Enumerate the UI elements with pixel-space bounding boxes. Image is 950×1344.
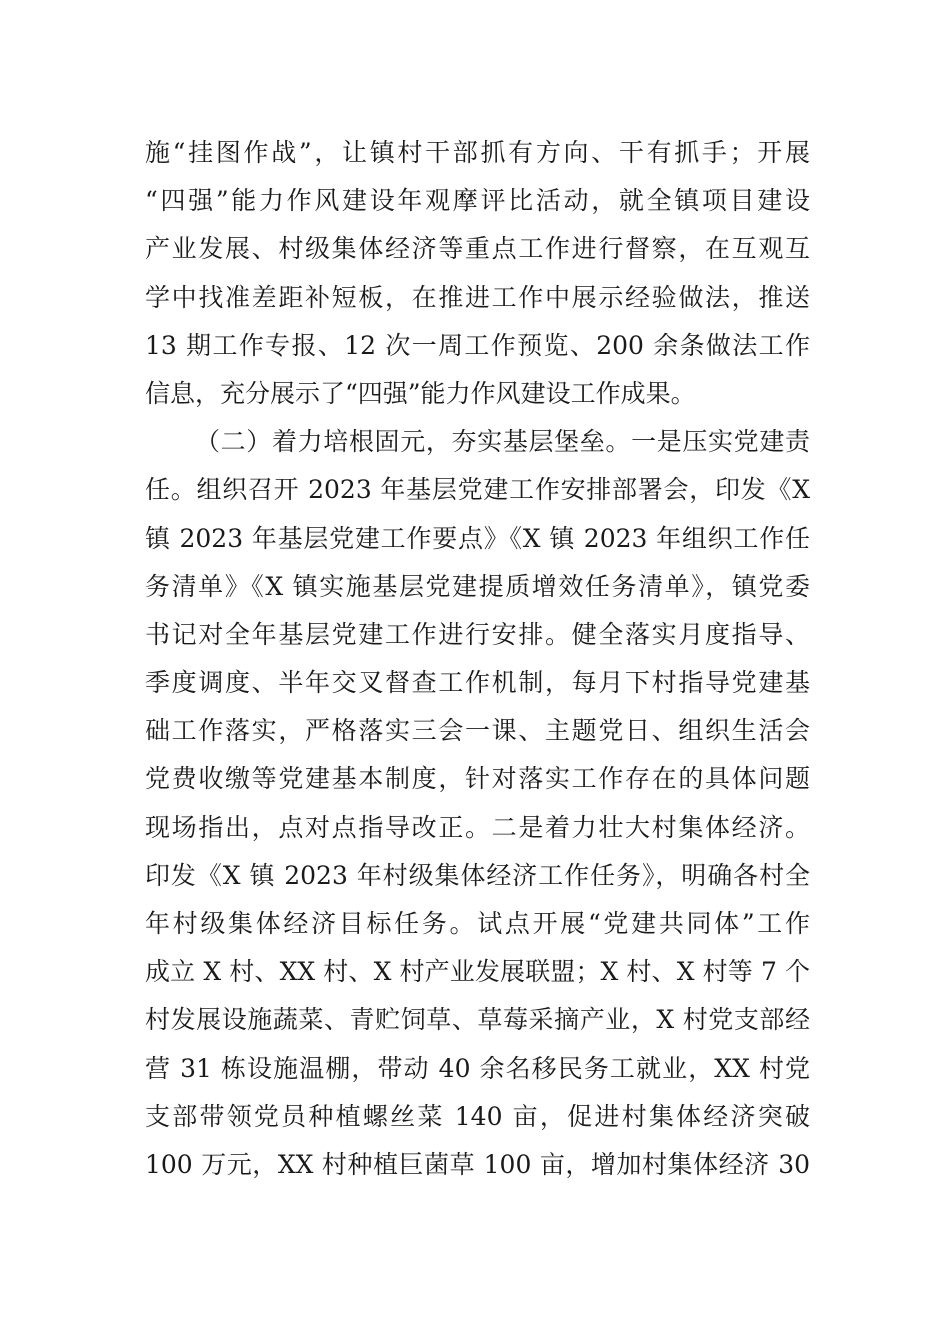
text-line: 务清单》《X 镇实施基层党建提质增效任务清单》，镇党委	[145, 571, 810, 601]
text-line: 镇 2023 年基层党建工作要点》《X 镇 2023 年组织工作任	[145, 523, 810, 553]
text-line: 础工作落实，严格落实三会一课、主题党日、组织生活会	[145, 716, 810, 746]
text-line: 党费收缴等党建基本制度，针对落实工作存在的具体问题	[145, 764, 810, 794]
text-line: 13 期工作专报、12 次一周工作预览、200 余条做法工作	[145, 330, 810, 360]
text-line: 营 31 栋设施温棚，带动 40 余名移民务工就业，XX 村党	[145, 1053, 810, 1083]
text-line: 支部带领党员种植螺丝菜 140 亩，促进村集体经济突破	[145, 1101, 810, 1131]
text-line: 季度调度、半年交叉督查工作机制，每月下村指导党建基	[145, 668, 810, 698]
text-line: 信息，充分展示了“四强”能力作风建设工作成果。	[145, 378, 696, 408]
text-line: 村发展设施蔬菜、青贮饲草、草莓采摘产业，X 村党支部经	[145, 1005, 810, 1035]
body-text	[145, 129, 810, 1189]
text-line: 产业发展、村级集体经济等重点工作进行督察，在互观互	[145, 234, 810, 264]
text-line: 现场指出，点对点指导改正。二是着力壮大村集体经济。	[145, 812, 810, 842]
text-line: 施“挂图作战”，让镇村干部抓有方向、干有抓手；开展	[145, 138, 810, 167]
text-line: 书记对全年基层党建工作进行安排。健全落实月度指导、	[145, 619, 810, 649]
text-line: 100 万元，XX 村种植巨菌草 100 亩，增加村集体经济 30	[145, 1149, 810, 1179]
text-line: 印发《X 镇 2023 年村级集体经济工作任务》，明确各村全	[145, 860, 810, 890]
text-line: “四强”能力作风建设年观摩评比活动，就全镇项目建设	[145, 186, 810, 216]
text-line: 年村级集体经济目标任务。试点开展“党建共同体”工作	[145, 909, 810, 938]
section-heading-line: （二）着力培根固元，夯实基层堡垒。一是压实党建责	[195, 427, 810, 457]
text-line: 学中找准差距补短板，在推进工作中展示经验做法，推送	[145, 282, 810, 312]
text-line: 成立 X 村、XX 村、X 村产业发展联盟；X 村、X 村等 7 个	[145, 957, 810, 987]
text-line: 任。组织召开 2023 年基层党建工作安排部署会，印发《X	[145, 475, 810, 505]
